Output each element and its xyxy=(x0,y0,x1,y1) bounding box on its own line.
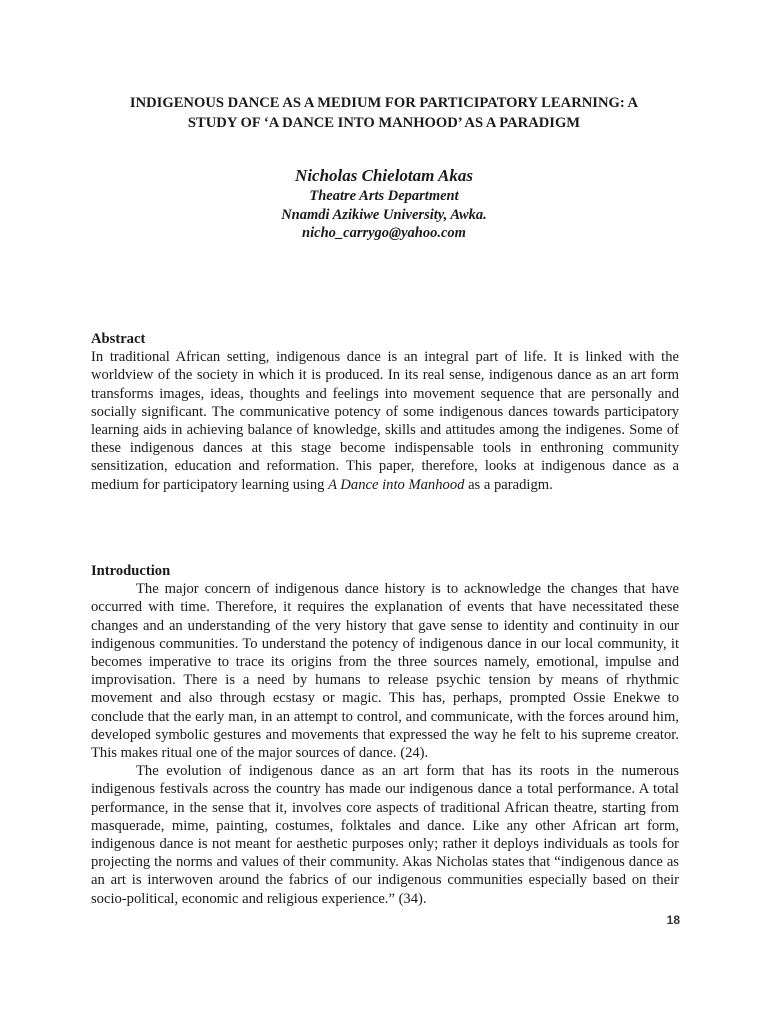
title-line-1: INDIGENOUS DANCE AS A MEDIUM FOR PARTICIPATORY LEARNING: A xyxy=(129,95,639,111)
introduction-heading: Introduction xyxy=(91,563,171,579)
title-line-2: STUDY OF ‘A DANCE INTO MANHOOD’ AS A PARADIGM xyxy=(187,115,581,131)
author-department: Theatre Arts Department xyxy=(309,188,459,204)
introduction-paragraph-1: The major concern of indigenous dance history is to acknowledge the changes that have occurred with time. Therefore, it requires the explanation of events that have necessitated these changes and an understanding of the very history that gave sense to identity and continuity in our indigenous communities. To understand the potency of indigenous dance in our local community, it becomes imperative to trace its origins from the three sources namely, emotional, impulse and improvisation. There is a need by humans to release psychic tension by means of rhythmic movement and also through ecstasy or magic. This has, perhaps, prompted Ossie Enekwe to conclude that the early man, in an attempt to control, and communicate, with the forces around him, developed symbolic gestures and movements that expressed the way he felt to his supreme creator. This makes ritual one of the major sources of dance. (24). xyxy=(91,581,679,762)
introduction-paragraph-2: The evolution of indigenous dance as an art form that has its roots in the numerous indigenous festivals across the country has made our indigenous dance a total performance. A total performance, in the sense that it, involves core aspects of traditional African theatre, starting from masquerade, mime, painting, costumes, folktales and dance. Like any other African art form, indigenous dance is not meant for aesthetic purposes only; rather it deploys individuals as tools for projecting the norms and values of their community. Akas Nicholas states that “indigenous dance as an art is interwoven around the fabrics of our indigenous communities especially based on their socio-political, economic and religious experience.” (34). xyxy=(91,763,679,907)
paper-title xyxy=(60,93,708,133)
abstract-text xyxy=(91,348,679,494)
abstract-heading: Abstract xyxy=(91,331,146,347)
introduction-section xyxy=(91,562,679,908)
author-block xyxy=(60,165,708,243)
author-email: nicho_carrygo@yahoo.com xyxy=(302,225,466,241)
author-university: Nnamdi Azikiwe University, Awka. xyxy=(281,206,487,223)
abstract-italic-title: A Dance into Manhood xyxy=(328,476,465,493)
page-number: 18 xyxy=(666,913,680,927)
abstract-text-main: In traditional African setting, indigenous dance is an integral part of life. It is linked with the worldview of the society in which it is produced. In its real sense, indigenous dance as an art form transforms images, ideas, thoughts and feelings into movement sequence that are personally and socially significant. The communicative potency of some indigenous dances towards participatory learning aids in achieving balance of knowledge, skills and attitudes among the indigenes. Some of these indigenous dances at this stage become indispensable tools in enthroning community sensitization, education and reformation. This paper, therefore, looks at indigenous dance as a medium for participatory learning using xyxy=(91,349,679,493)
abstract-section xyxy=(91,330,679,494)
abstract-text-end: as a paradigm. xyxy=(468,476,553,493)
author-name: Nicholas Chielotam Akas xyxy=(295,166,473,185)
